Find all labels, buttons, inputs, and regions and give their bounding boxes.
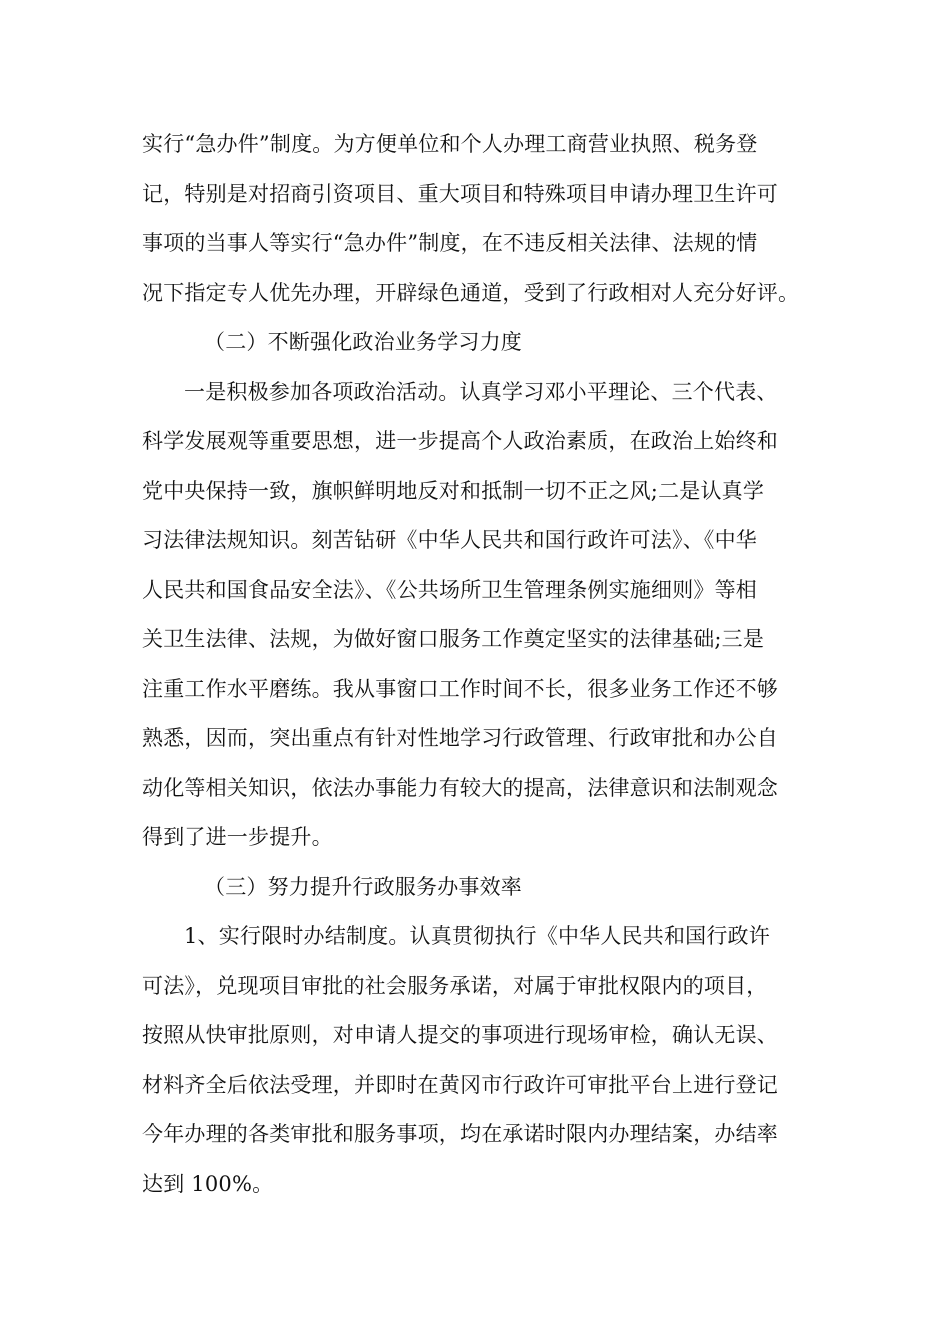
text-line: 事项的当事人等实行“急办件”制度，在不违反相关法律、法规的情 [142, 231, 758, 255]
text-line: 注重工作水平磨练。我从事窗口工作时间不长，很多业务工作还不够 [142, 676, 778, 701]
text-line: 实行“急办件”制度。为方便单位和个人办理工商营业执照、税务登 [142, 132, 758, 156]
document-body [142, 120, 822, 1209]
text-line: 习法律法规知识。刻苦钻研《中华人民共和国行政许可法》、《中华 [142, 528, 757, 552]
text-line: 人民共和国食品安全法》、《公共场所卫生管理条例实施细则》等相 [142, 577, 757, 602]
text-line: 熟悉，因而，突出重点有针对性地学习行政管理、行政审批和办公自 [142, 726, 778, 750]
text-line: 动化等相关知识，依法办事能力有较大的提高，法律意识和法制观念 [142, 775, 778, 800]
text-line: 况下指定专人优先办理，开辟绿色通道，受到了行政相对人充分好评。 [142, 280, 800, 305]
text-line: 党中央保持一致，旗帜鲜明地反对和抵制一切不正之风;二是认真学 [142, 478, 765, 503]
text-line: 今年办理的各类审批和服务事项，均在承诺时限内办理结案，办结率 [142, 1122, 778, 1146]
text-line: 科学发展观等重要思想，进一步提高个人政治素质，在政治上始终和 [142, 429, 778, 453]
text-line: 1、实行限时办结制度。认真贯彻执行《中华人民共和国行政许 [184, 924, 770, 948]
section-heading: （二）不断强化政治业务学习力度 [204, 330, 522, 354]
section-heading: （三）努力提升行政服务办事效率 [204, 874, 522, 899]
text-line: 按照从快审批原则，对申请人提交的事项进行现场审检，确认无误、 [142, 1023, 778, 1047]
text-line: 可法》，兑现项目审批的社会服务承诺，对属于审批权限内的项目， [142, 973, 768, 998]
text-line: 达到 100%。 [142, 1171, 274, 1196]
text-line: 得到了进一步提升。 [142, 825, 333, 849]
text-line: 记，特别是对招商引资项目、重大项目和特殊项目申请办理卫生许可 [142, 181, 778, 206]
text-line: 材料齐全后依法受理，并即时在黄冈市行政许可审批平台上进行登记 [142, 1072, 778, 1097]
text-line: 关卫生法律、法规，为做好窗口服务工作奠定坚实的法律基础;三是 [142, 627, 765, 651]
text-line: 一是积极参加各项政治活动。认真学习邓小平理论、三个代表、 [184, 379, 778, 404]
